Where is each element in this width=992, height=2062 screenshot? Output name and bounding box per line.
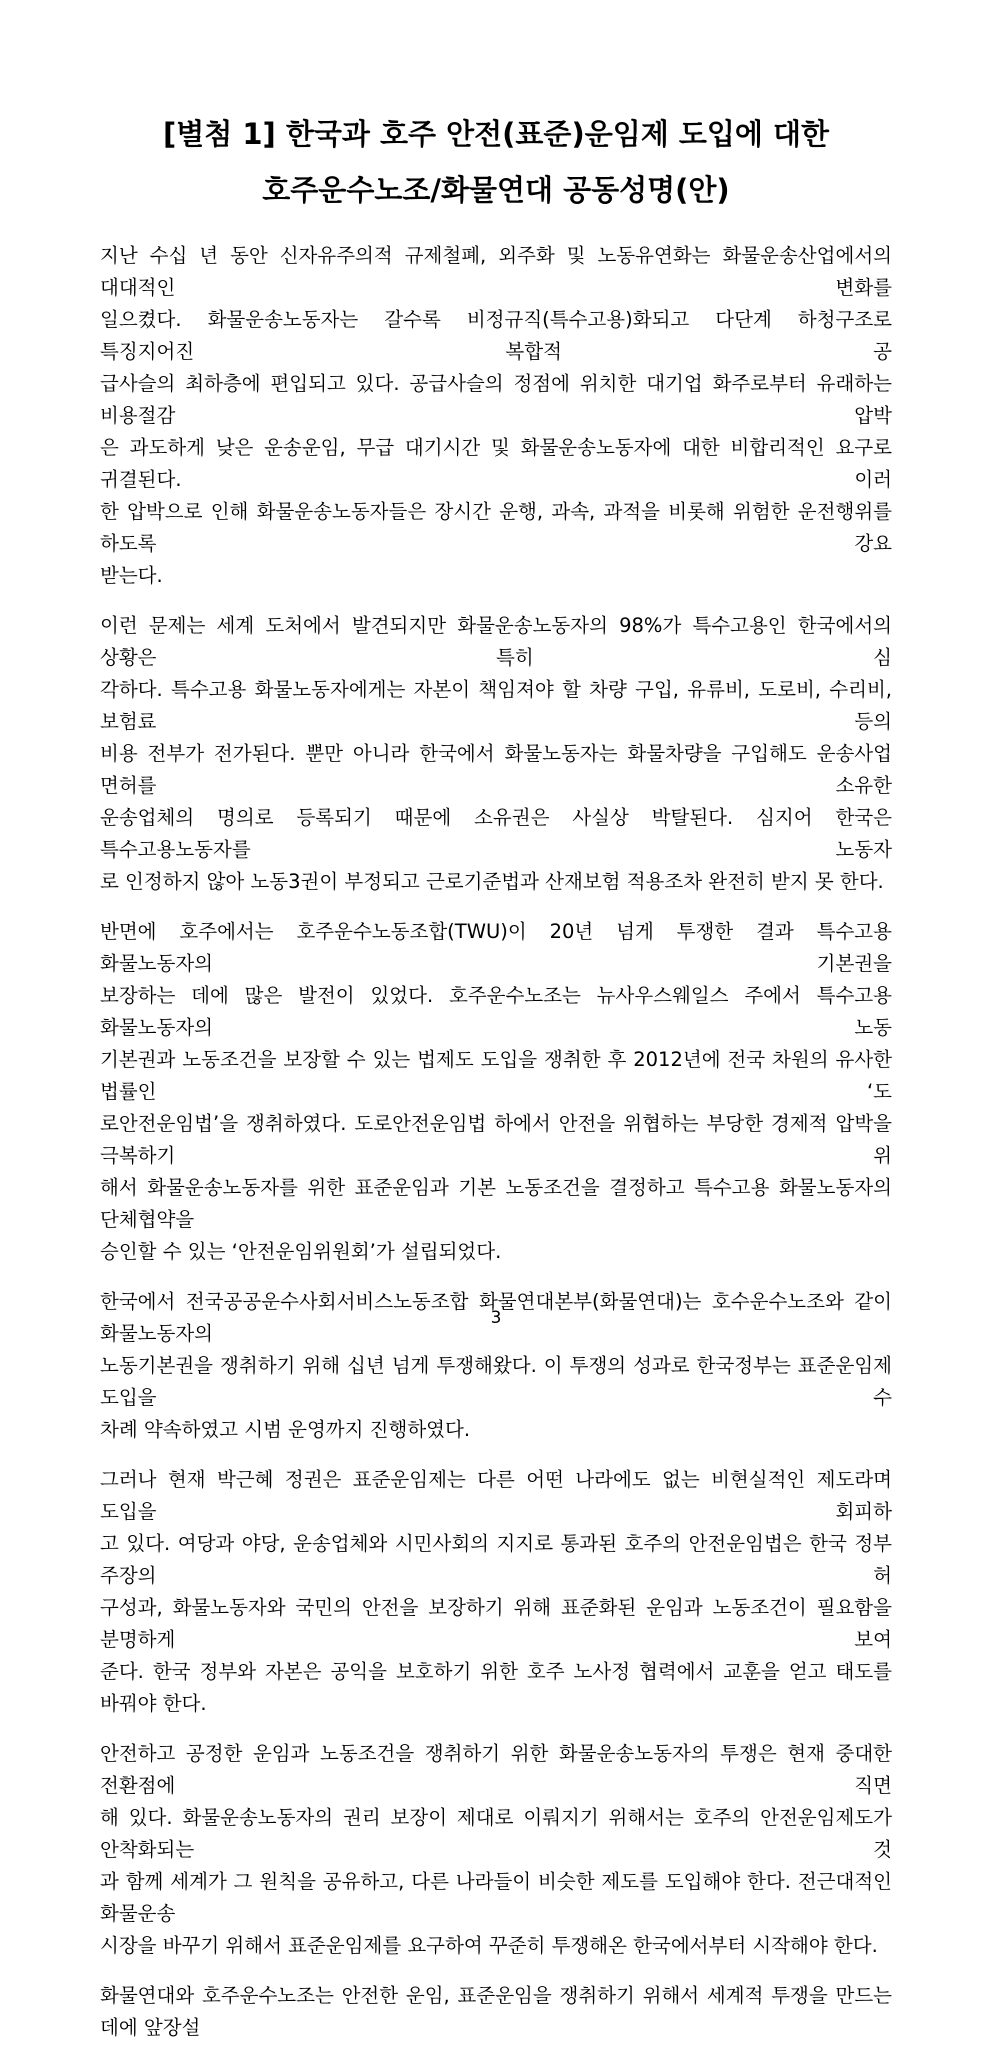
body-line: 로 인정하지 않아 노동3권이 부정되고 근로기준법과 산재보험 적용조차 완전히 받지 못 한다. [100,870,884,893]
body-line: 고 있다. 여당과 야당, 운송업체와 시민사회의 지지로 통과된 호주의 안전운임법은 한국 정부 주장의 허 [100,1532,892,1587]
body-line: 비용 전부가 전가된다. 뿐만 아니라 한국에서 화물노동자는 화물차량을 구입해도 운송사업 면허를 소유한 [100,742,892,797]
body-line: 화물연대와 호주운수노조는 안전한 운임, 표준운임을 쟁취하기 위해서 세계적 투쟁을 만드는 데에 앞장설 [100,1984,892,2039]
body-line: 구성과, 화물노동자와 국민의 안전을 보장하기 위해 표준화된 운임과 노동조건이 필요함을 분명하게 보여 [100,1596,892,1651]
document-title [0,106,992,218]
body-line: 과 함께 세계가 그 원칙을 공유하고, 다른 나라들이 비슷한 제도를 도입해야 한다. 전근대적인 화물운송 [100,1870,892,1925]
body-line: 일으켰다. 화물운송노동자는 갈수록 비정규직(특수고용)화되고 다단계 하청구조로 특징지어진 복합적 공 [100,308,892,363]
paragraph [100,1738,892,1962]
body-line: 급사슬의 최하층에 편입되고 있다. 공급사슬의 정점에 위치한 대기업 화주로부터 유래하는 비용절감 압박 [100,372,892,427]
body-line: 차례 약속하였고 시범 운영까지 진행하였다. [100,1418,471,1441]
body-line: 받는다. [100,564,163,587]
paragraph [100,1464,892,1720]
body-line: 한국에서 전국공공운수사회서비스노동조합 화물연대본부(화물연대)는 호수운수노조와 같이 화물노동자의 [100,1290,892,1345]
body-line: 준다. 한국 정부와 자본은 공익을 보호하기 위한 호주 노사정 협력에서 교훈을 얻고 태도를 바꿔야 한다. [100,1660,892,1715]
body-line: 운송업체의 명의로 등록되기 때문에 소유권은 사실상 박탈된다. 심지어 한국은 특수고용노동자를 노동자 [100,806,892,861]
body-line: 해 있다. 화물운송노동자의 권리 보장이 제대로 이뤄지기 위해서는 호주의 안전운임제도가 안착화되는 것 [100,1806,892,1861]
body-line: 보장하는 데에 많은 발전이 있었다. 호주운수노조는 뉴사우스웨일스 주에서 특수고용 화물노동자의 노동 [100,984,892,1039]
body-line: 안전하고 공정한 운임과 노동조건을 쟁취하기 위한 화물운송노동자의 투쟁은 현재 중대한 전환점에 직면 [100,1742,892,1797]
page-number: 3 [490,1308,502,1328]
body-line: 승인할 수 있는 ‘안전운임위원회’가 설립되었다. [100,1240,502,1263]
paragraph [100,916,892,1268]
body-line: 이런 문제는 세계 도처에서 발견되지만 화물운송노동자의 98%가 특수고용인 한국에서의 상황은 특히 심 [100,614,892,669]
body-line: 그러나 현재 박근혜 정권은 표준운임제는 다른 어떤 나라에도 없는 비현실적인 제도라며 도입을 회피하 [100,1468,892,1523]
body-line: 반면에 호주에서는 호주운수노동조합(TWU)이 20년 넘게 투쟁한 결과 특수고용 화물노동자의 기본권을 [100,920,892,975]
paragraph [100,240,892,592]
body-line: 기본권과 노동조건을 보장할 수 있는 법제도 도입을 쟁취한 후 2012년에 전국 차원의 유사한 법률인 ‘도 [100,1048,892,1103]
body-line: 지난 수십 년 동안 신자유주의적 규제철폐, 외주화 및 노동유연화는 화물운송산업에서의 대대적인 변화를 [100,244,892,299]
body-line: 노동기본권을 쟁취하기 위해 십년 넘게 투쟁해왔다. 이 투쟁의 성과로 한국정부는 표준운임제 도입을 수 [100,1354,892,1409]
body-line: 로안전운임법’을 쟁취하였다. 도로안전운임법 하에서 안전을 위협하는 부당한 경제적 압박을 극복하기 위 [100,1112,892,1167]
body-line: 각하다. 특수고용 화물노동자에게는 자본이 책임져야 할 차량 구입, 유류비, 도로비, 수리비, 보험료 등의 [100,678,892,733]
paragraph [100,1980,892,2044]
paragraph [100,610,892,898]
body-line: 은 과도하게 낮은 운송운임, 무급 대기시간 및 화물운송노동자에 대한 비합리적인 요구로 귀결된다. 이러 [100,436,892,491]
document-body [100,240,892,2062]
body-line: 한 압박으로 인해 화물운송노동자들은 장시간 운행, 과속, 과적을 비롯해 위험한 운전행위를 하도록 강요 [100,500,892,555]
body-line: 해서 화물운송노동자를 위한 표준운임과 기본 노동조건을 결정하고 특수고용 화물노동자의 단체협약을 [100,1176,892,1231]
body-line: 시장을 바꾸기 위해서 표준운임제를 요구하여 꾸준히 투쟁해온 한국에서부터 시작해야 한다. [100,1934,878,1957]
document-title-line2: 호주운수노조/화물연대 공동성명(안) [262,173,730,207]
document-title-line1: [별첨 1] 한국과 호주 안전(표준)운임제 도입에 대한 [162,117,830,151]
